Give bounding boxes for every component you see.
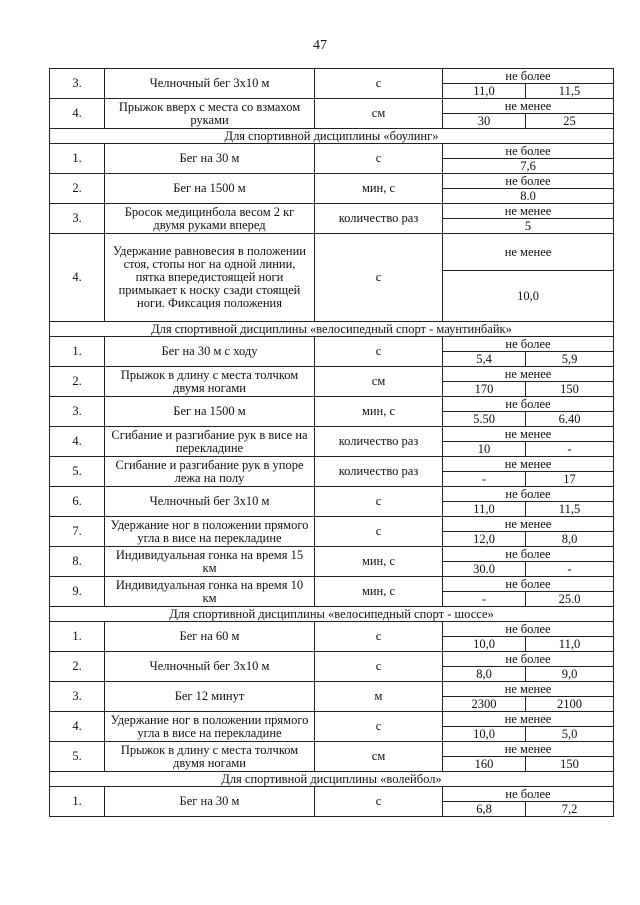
value-girls: 11,0 <box>526 637 614 652</box>
value-boys: 160 <box>443 757 526 772</box>
value: 7,6 <box>443 159 614 174</box>
value-boys: 12,0 <box>443 532 526 547</box>
requirement-label: не менее <box>443 427 614 442</box>
value-girls: 9,0 <box>526 667 614 682</box>
table-row <box>50 427 614 442</box>
row-number: 2. <box>50 652 105 682</box>
row-number: 1. <box>50 144 105 174</box>
exercise-name: Челночный бег 3х10 м <box>105 69 315 99</box>
row-number: 3. <box>50 204 105 234</box>
value-boys: 10,0 <box>443 637 526 652</box>
requirement-label: не более <box>443 547 614 562</box>
value-boys: 30 <box>443 114 526 129</box>
value-girls: 17 <box>526 472 614 487</box>
requirement-label: не более <box>443 174 614 189</box>
value-boys: 11,0 <box>443 502 526 517</box>
unit: с <box>315 787 443 817</box>
requirement-label: не менее <box>443 204 614 219</box>
table-row <box>50 174 614 189</box>
unit: количество раз <box>315 204 443 234</box>
exercise-name: Бег на 30 м <box>105 144 315 174</box>
value-girls: 5,9 <box>526 352 614 367</box>
exercise-name: Бег на 1500 м <box>105 397 315 427</box>
norms-table-body <box>50 69 614 817</box>
table-row <box>50 144 614 159</box>
row-number: 5. <box>50 457 105 487</box>
unit: с <box>315 652 443 682</box>
unit: мин, с <box>315 174 443 204</box>
value-boys: - <box>443 592 526 607</box>
requirement-label: не более <box>443 787 614 802</box>
unit: количество раз <box>315 427 443 457</box>
value-boys: 5,4 <box>443 352 526 367</box>
section-title: Для спортивной дисциплины «велосипедный спорт - шоссе» <box>50 607 614 622</box>
table-row <box>50 457 614 472</box>
exercise-name: Сгибание и разгибание рук в висе на перекладине <box>105 427 315 457</box>
table-row <box>50 787 614 802</box>
requirement-label: не менее <box>443 367 614 382</box>
table-row <box>50 517 614 532</box>
value-boys: 30.0 <box>443 562 526 577</box>
unit: мин, с <box>315 577 443 607</box>
exercise-name: Челночный бег 3х10 м <box>105 487 315 517</box>
row-number: 1. <box>50 337 105 367</box>
value-girls: - <box>526 442 614 457</box>
requirement-label: не менее <box>443 234 614 271</box>
value-girls: 8,0 <box>526 532 614 547</box>
value-girls: 11,5 <box>526 84 614 99</box>
value-girls: 11,5 <box>526 502 614 517</box>
requirement-label: не более <box>443 622 614 637</box>
table-row <box>50 742 614 757</box>
row-number: 4. <box>50 99 105 129</box>
value-boys: 2300 <box>443 697 526 712</box>
value: 10,0 <box>443 271 614 322</box>
table-row <box>50 367 614 382</box>
value-girls: - <box>526 562 614 577</box>
row-number: 3. <box>50 397 105 427</box>
unit: мин, с <box>315 397 443 427</box>
exercise-name: Бег на 30 м с ходу <box>105 337 315 367</box>
value-girls: 5,0 <box>526 727 614 742</box>
table-row <box>50 622 614 637</box>
exercise-name: Прыжок в длину с места толчком двумя ногами <box>105 742 315 772</box>
row-number: 3. <box>50 69 105 99</box>
row-number: 3. <box>50 682 105 712</box>
unit: с <box>315 487 443 517</box>
requirement-label: не менее <box>443 742 614 757</box>
section-row <box>50 129 614 144</box>
row-number: 5. <box>50 742 105 772</box>
row-number: 7. <box>50 517 105 547</box>
exercise-name: Бег 12 минут <box>105 682 315 712</box>
value-boys: 10 <box>443 442 526 457</box>
table-row <box>50 204 614 219</box>
value-boys: 8,0 <box>443 667 526 682</box>
exercise-name: Бег на 60 м <box>105 622 315 652</box>
section-row <box>50 607 614 622</box>
value-girls: 25.0 <box>526 592 614 607</box>
exercise-name: Удержание равновесия в положении стоя, стопы ног на одной линии, пятка впередистоящей ноги примыкает к носку сзади стоящей ноги. Фиксация положения <box>105 234 315 322</box>
requirement-label: не менее <box>443 457 614 472</box>
norms-table <box>49 68 614 817</box>
row-number: 8. <box>50 547 105 577</box>
table-row <box>50 652 614 667</box>
value-boys: 10,0 <box>443 727 526 742</box>
table-row <box>50 487 614 502</box>
table-row <box>50 69 614 84</box>
section-title: Для спортивной дисциплины «волейбол» <box>50 772 614 787</box>
unit: с <box>315 69 443 99</box>
exercise-name: Удержание ног в положении прямого угла в висе на перекладине <box>105 712 315 742</box>
unit: см <box>315 742 443 772</box>
row-number: 1. <box>50 787 105 817</box>
row-number: 4. <box>50 712 105 742</box>
table-row <box>50 712 614 727</box>
table-row <box>50 577 614 592</box>
section-title: Для спортивной дисциплины «велосипедный спорт - маунтинбайк» <box>50 322 614 337</box>
requirement-label: не более <box>443 337 614 352</box>
exercise-name: Бросок медицинбола весом 2 кг двумя руками вперед <box>105 204 315 234</box>
table-row <box>50 682 614 697</box>
value-girls: 150 <box>526 382 614 397</box>
requirement-label: не более <box>443 487 614 502</box>
unit: с <box>315 622 443 652</box>
value-girls: 25 <box>526 114 614 129</box>
row-number: 2. <box>50 174 105 204</box>
value-girls: 6.40 <box>526 412 614 427</box>
value-boys: - <box>443 472 526 487</box>
unit: с <box>315 337 443 367</box>
value-girls: 2100 <box>526 697 614 712</box>
exercise-name: Индивидуальная гонка на время 15 км <box>105 547 315 577</box>
requirement-label: не более <box>443 69 614 84</box>
exercise-name: Прыжок вверх с места со взмахом руками <box>105 99 315 129</box>
unit: с <box>315 712 443 742</box>
requirement-label: не более <box>443 652 614 667</box>
row-number: 2. <box>50 367 105 397</box>
section-row <box>50 322 614 337</box>
unit: см <box>315 367 443 397</box>
section-title: Для спортивной дисциплины «боулинг» <box>50 129 614 144</box>
requirement-label: не менее <box>443 99 614 114</box>
table-row <box>50 337 614 352</box>
unit: см <box>315 99 443 129</box>
value-boys: 11,0 <box>443 84 526 99</box>
section-row <box>50 772 614 787</box>
table-row <box>50 234 614 271</box>
value-girls: 150 <box>526 757 614 772</box>
exercise-name: Индивидуальная гонка на время 10 км <box>105 577 315 607</box>
exercise-name: Прыжок в длину с места толчком двумя ногами <box>105 367 315 397</box>
requirement-label: не более <box>443 577 614 592</box>
unit: с <box>315 234 443 322</box>
exercise-name: Бег на 1500 м <box>105 174 315 204</box>
table-row <box>50 99 614 114</box>
value: 8.0 <box>443 189 614 204</box>
unit: м <box>315 682 443 712</box>
value-boys: 170 <box>443 382 526 397</box>
unit: с <box>315 517 443 547</box>
row-number: 9. <box>50 577 105 607</box>
table-row <box>50 397 614 412</box>
unit: с <box>315 144 443 174</box>
exercise-name: Сгибание и разгибание рук в упоре лежа на полу <box>105 457 315 487</box>
table-row <box>50 547 614 562</box>
requirement-label: не менее <box>443 712 614 727</box>
value-girls: 7,2 <box>526 802 614 817</box>
value: 5 <box>443 219 614 234</box>
row-number: 6. <box>50 487 105 517</box>
value-boys: 6,8 <box>443 802 526 817</box>
unit: мин, с <box>315 547 443 577</box>
requirement-label: не более <box>443 397 614 412</box>
requirement-label: не более <box>443 144 614 159</box>
requirement-label: не менее <box>443 517 614 532</box>
value-boys: 5.50 <box>443 412 526 427</box>
row-number: 4. <box>50 234 105 322</box>
requirement-label: не менее <box>443 682 614 697</box>
exercise-name: Бег на 30 м <box>105 787 315 817</box>
exercise-name: Челночный бег 3х10 м <box>105 652 315 682</box>
row-number: 4. <box>50 427 105 457</box>
unit: количество раз <box>315 457 443 487</box>
row-number: 1. <box>50 622 105 652</box>
exercise-name: Удержание ног в положении прямого угла в висе на перекладине <box>105 517 315 547</box>
page-number: 47 <box>313 38 327 53</box>
